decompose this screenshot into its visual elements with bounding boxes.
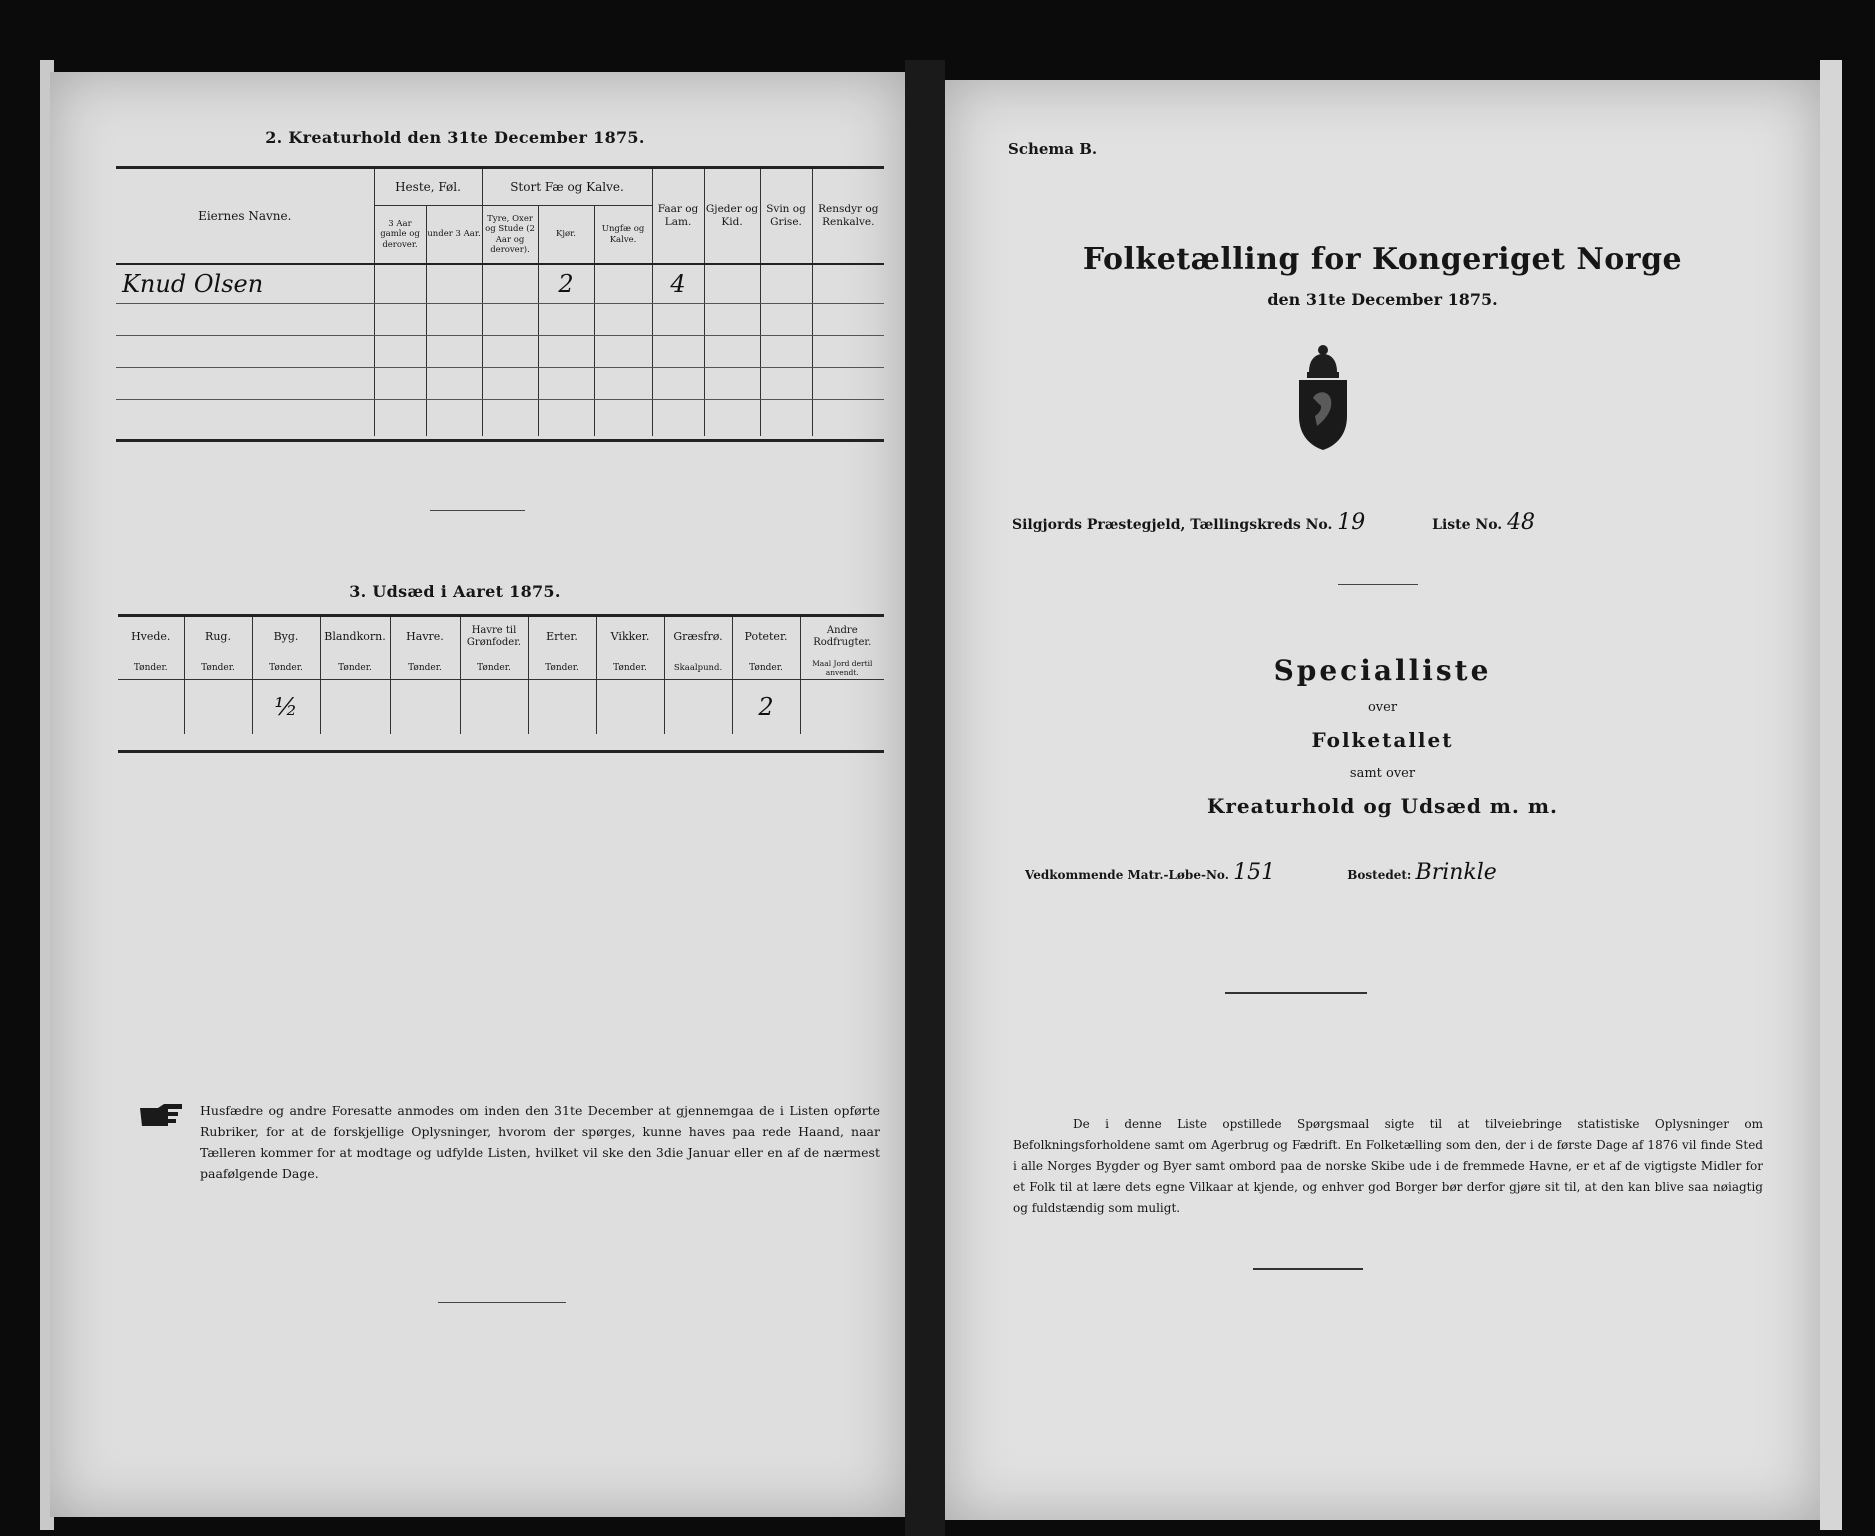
separator — [1225, 992, 1367, 994]
col-rensdyr: Rensdyr og Renkalve. — [812, 169, 884, 264]
district-label: Tællingskreds No. — [1190, 517, 1333, 533]
gjeder-cell — [704, 264, 760, 304]
poteter-value: 2 — [732, 680, 800, 735]
right-page-edge — [1820, 60, 1842, 1530]
bosted-value: Brinkle — [1415, 860, 1497, 885]
householder-notice: Husfædre og andre Foresatte anmodes om inden den 31te December at gjennemgaa de i Listen opførte Rubriker, for at de forskjellige Oplysninger, hvorom der spørges, kunne haves paa rede Haand, naar Tælleren kommer for at modtage og udfylde Listen, hvilket vil ske den 3die Januar eller en af de nærmest paafølgende Dage. — [200, 1103, 880, 1181]
unit: Tønder. — [320, 657, 390, 680]
kjor-count: 2 — [538, 264, 594, 304]
fae-a-cell — [482, 264, 538, 304]
norwegian-coat-of-arms-icon — [1285, 342, 1361, 454]
section3-title: 3. Udsæd i Aaret 1875. — [349, 582, 561, 601]
col-blandkorn: Blandkorn. — [320, 617, 390, 657]
separator — [1338, 584, 1418, 585]
col-graesfro: Græsfrø. — [664, 617, 732, 657]
schema-label: Schema B. — [1008, 140, 1098, 158]
pointing-hand-icon — [138, 1102, 184, 1128]
rule — [118, 750, 884, 753]
svin-cell — [760, 264, 812, 304]
col-erter: Erter. — [528, 617, 596, 657]
col-poteter: Poteter. — [732, 617, 800, 657]
vikker-value — [596, 680, 664, 735]
erter-value — [528, 680, 596, 735]
bosted-label: Bostedet: — [1347, 868, 1412, 882]
separator — [438, 1302, 566, 1303]
location-line — [1012, 510, 1792, 535]
parish-label: Silgjords Præstegjeld, — [1012, 517, 1186, 533]
rodfrugter-value — [800, 680, 884, 735]
heste-b-cell — [426, 264, 482, 304]
census-date: den 31te December 1875. — [1267, 290, 1498, 309]
census-purpose-text: De i denne Liste opstillede Spørgsmaal sigte til at tilveiebringe statistiske Oplysninger om Befolkningsforholdene samt om Agerbrug og Fædrift. En Folketælling som den, der i de første Dage af 1876 vil finde Sted i alle Norges Bygder og Byer samt ombord paa de norske Skibe ude i de fremmede Havne, er et af de vigtigste Midler for et Folk til at lære dets egne Vilkaar at kjende, og enhver god Borger bør derfor gjøre sit til, at den kan blive saa nøiagtig og fuldstændig som muligt. — [1013, 1117, 1763, 1215]
col-rug: Rug. — [184, 617, 252, 657]
over-text: over — [1367, 700, 1398, 715]
blandkorn-value — [320, 680, 390, 735]
unit: Skaalpund. — [664, 657, 732, 680]
livestock-table — [116, 169, 884, 436]
col-svin: Svin og Grise. — [760, 169, 812, 264]
col-rodfrugter: Andre Rodfrugter. — [800, 617, 884, 657]
folketallet-text: Folketallet — [1311, 728, 1454, 752]
graesfro-value — [664, 680, 732, 735]
col-fae-b: Kjør. — [538, 206, 594, 265]
col-faar: Faar og Lam. — [652, 169, 704, 264]
col-heste-b: under 3 Aar. — [426, 206, 482, 265]
right-page — [945, 80, 1820, 1520]
district-number: 19 — [1337, 510, 1366, 535]
havre-value — [390, 680, 460, 735]
col-owner: Eiernes Navne. — [116, 169, 374, 264]
book-spine — [905, 60, 945, 1536]
col-hvede: Hvede. — [118, 617, 184, 657]
rensdyr-cell — [812, 264, 884, 304]
rug-value — [184, 680, 252, 735]
unit: Tønder. — [390, 657, 460, 680]
property-line — [1025, 860, 1805, 885]
list-label: Liste No. — [1432, 517, 1503, 533]
col-heste-a: 3 Aar gamle og derover. — [374, 206, 426, 265]
owner-name: Knud Olsen — [116, 264, 374, 304]
col-havre: Havre. — [390, 617, 460, 657]
unit: Tønder. — [460, 657, 528, 680]
unit: Tønder. — [252, 657, 320, 680]
col-stort-fae: Stort Fæ og Kalve. — [482, 169, 652, 206]
matr-number: 151 — [1233, 860, 1276, 885]
unit: Tønder. — [596, 657, 664, 680]
kreaturhold-text: Kreaturhold og Udsæd m. m. — [1207, 794, 1558, 818]
faar-count: 4 — [652, 264, 704, 304]
unit: Tønder. — [118, 657, 184, 680]
separator — [1253, 1268, 1363, 1270]
rule — [116, 439, 884, 442]
seed-table — [118, 617, 884, 734]
unit: Tønder. — [528, 657, 596, 680]
havre-gronfoder-value — [460, 680, 528, 735]
byg-value: ½ — [252, 680, 320, 735]
unit: Maal Jord dertil anvendt. — [800, 657, 884, 680]
col-fae-c: Ungfæ og Kalve. — [594, 206, 652, 265]
col-gjeder: Gjeder og Kid. — [704, 169, 760, 264]
col-heste: Heste, Føl. — [374, 169, 482, 206]
heste-a-cell — [374, 264, 426, 304]
census-title: Folketælling for Kongeriget Norge — [1082, 242, 1683, 277]
samt-over-text: samt over — [1349, 766, 1416, 781]
hvede-value — [118, 680, 184, 735]
list-number: 48 — [1507, 510, 1536, 535]
section2-title: 2. Kreaturhold den 31te December 1875. — [265, 128, 645, 147]
matr-label: Vedkommende Matr.-Løbe-No. — [1025, 868, 1229, 882]
left-page — [50, 72, 905, 1517]
col-byg: Byg. — [252, 617, 320, 657]
col-fae-a: Tyre, Oxer og Stude (2 Aar og derover). — [482, 206, 538, 265]
col-havre-gronfoder: Havre til Grønfoder. — [460, 617, 528, 657]
col-vikker: Vikker. — [596, 617, 664, 657]
specialliste-title: Specialliste — [1273, 654, 1492, 687]
unit: Tønder. — [184, 657, 252, 680]
fae-c-cell — [594, 264, 652, 304]
unit: Tønder. — [732, 657, 800, 680]
separator — [430, 510, 525, 511]
